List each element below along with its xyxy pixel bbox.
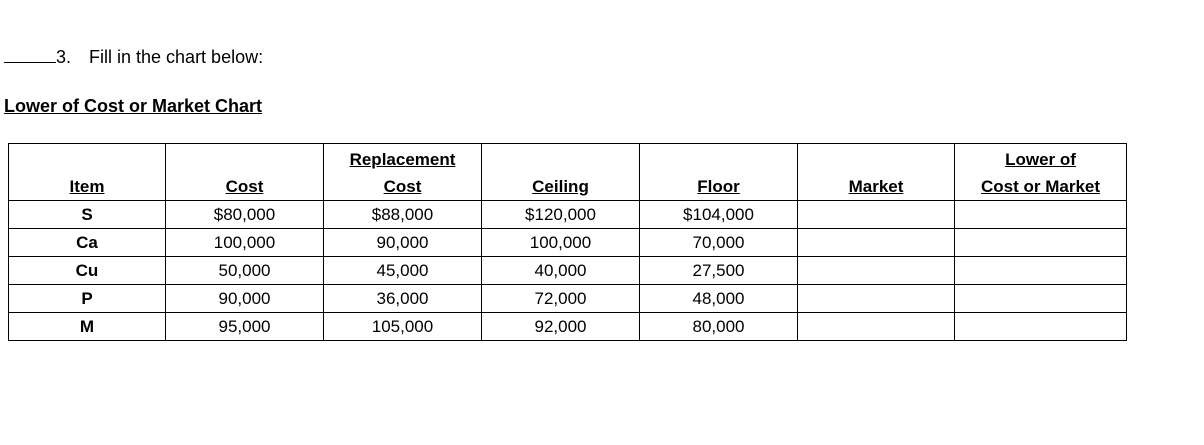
lower-of-cost-or-market-table [8, 143, 1127, 341]
cell-cost: 90,000 [166, 285, 324, 313]
cell-ceiling: $120,000 [482, 201, 640, 229]
question-number: 3. [56, 47, 72, 67]
question-line [4, 44, 263, 68]
cell-ceiling: 92,000 [482, 313, 640, 341]
cell-market[interactable] [798, 201, 955, 229]
cell-cost: 95,000 [166, 313, 324, 341]
table-row [9, 313, 1127, 341]
cell-item: M [9, 313, 166, 341]
cell-item: Ca [9, 229, 166, 257]
cell-ceiling: 100,000 [482, 229, 640, 257]
cell-lcm[interactable] [955, 257, 1127, 285]
header-market: Market [798, 144, 955, 201]
cell-cost: 50,000 [166, 257, 324, 285]
cell-replacement-cost: 36,000 [324, 285, 482, 313]
table-row [9, 201, 1127, 229]
cell-market[interactable] [798, 257, 955, 285]
header-item: Item [9, 144, 166, 201]
chart-title: Lower of Cost or Market Chart [4, 96, 263, 116]
cell-market[interactable] [798, 285, 955, 313]
header-ceiling: Ceiling [482, 144, 640, 201]
table-row [9, 285, 1127, 313]
cell-item: P [9, 285, 166, 313]
cell-floor: 70,000 [640, 229, 798, 257]
cell-lcm[interactable] [955, 229, 1127, 257]
question-text: Fill in the chart below: [89, 47, 264, 67]
header-cost: Cost [166, 144, 324, 201]
cell-replacement-cost: 45,000 [324, 257, 482, 285]
cell-lcm[interactable] [955, 285, 1127, 313]
cell-lcm[interactable] [955, 201, 1127, 229]
cell-replacement-cost: 105,000 [324, 313, 482, 341]
cell-replacement-cost: $88,000 [324, 201, 482, 229]
cell-lcm[interactable] [955, 313, 1127, 341]
header-row [9, 144, 1127, 201]
cell-cost: 100,000 [166, 229, 324, 257]
table-row [9, 257, 1127, 285]
table-row [9, 229, 1127, 257]
cell-ceiling: 72,000 [482, 285, 640, 313]
cell-cost: $80,000 [166, 201, 324, 229]
answer-blank[interactable] [4, 44, 56, 63]
cell-floor: 27,500 [640, 257, 798, 285]
cell-item: Cu [9, 257, 166, 285]
cell-market[interactable] [798, 229, 955, 257]
header-floor: Floor [640, 144, 798, 201]
cell-item: S [9, 201, 166, 229]
header-lower-of-cost-or-market: Lower of Cost or Market [955, 144, 1127, 201]
header-replacement-cost: Replacement Cost [324, 144, 482, 201]
cell-market[interactable] [798, 313, 955, 341]
cell-replacement-cost: 90,000 [324, 229, 482, 257]
cell-floor: $104,000 [640, 201, 798, 229]
cell-ceiling: 40,000 [482, 257, 640, 285]
cell-floor: 80,000 [640, 313, 798, 341]
cell-floor: 48,000 [640, 285, 798, 313]
